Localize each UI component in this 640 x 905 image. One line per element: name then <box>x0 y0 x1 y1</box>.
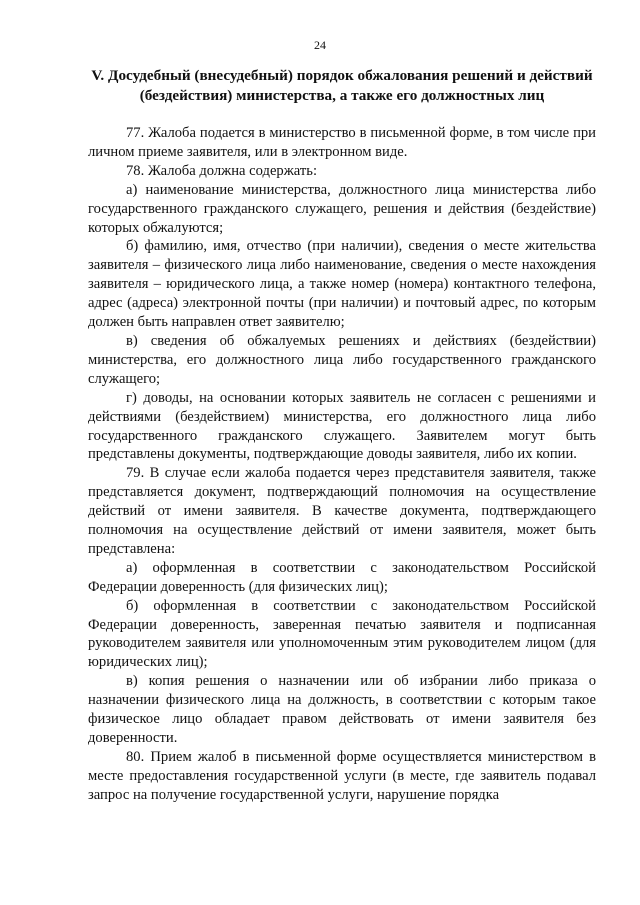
paragraph: а) оформленная в соответствии с законодательством Российской Федерации доверенность (для физических лиц); <box>88 559 596 595</box>
section-heading: V. Досудебный (внесудебный) порядок обжалования решений и действий (бездействия) министерства, а также его должностных лиц <box>91 67 593 104</box>
paragraph: в) сведения об обжалуемых решениях и действиях (бездействии) министерства, его должностного лица либо государственного гражданского служащего; <box>88 332 596 387</box>
paragraph: в) копия решения о назначении или об избрании либо приказа о назначении физического лица на должность, в соответствии с которым такое физическое лицо обладает правом действовать от имени заявителя без доверенности. <box>88 673 596 746</box>
paragraph: 80. Прием жалоб в письменной форме осуществляется министерством в месте предоставления государственной услуги (в месте, где заявитель подавал запрос на получение государственной услуги, нарушение порядка <box>88 748 596 803</box>
paragraph: г) доводы, на основании которых заявитель не согласен с решениями и действиями (бездействием) министерства, его должностного лица либо государственного гражданского служащего. Заявителем могут быть представлены документы, подтверждающие доводы заявителя, либо их копии. <box>88 389 596 463</box>
paragraph: б) фамилию, имя, отчество (при наличии), сведения о месте жительства заявителя – физического лица либо наименование, сведения о месте нахождения заявителя – юридического лица, а также номер (номера) контактного телефона, адрес (адреса) электронной почты (при наличии) и почтовый адрес, по которым должен быть направлен ответ заявителю; <box>88 238 596 331</box>
document-body <box>88 124 596 805</box>
paragraph: 77. Жалоба подается в министерство в письменной форме, в том числе при личном приеме заявителя, или в электронном виде. <box>88 125 596 160</box>
paragraph: 78. Жалоба должна содержать: <box>126 162 317 179</box>
paragraph: а) наименование министерства, должностного лица министерства либо государственного гражданского служащего, решения и действия (бездействие) которых обжалуются; <box>88 181 596 236</box>
paragraph: 79. В случае если жалоба подается через представителя заявителя, также представляется документ, подтверждающий полномочия на осуществление действий от имени заявителя. В качестве документа, подтверждающего полномочия на осуществление действий от имени заявителя, может быть представлена: <box>88 465 596 557</box>
page-number: 24 <box>314 38 326 52</box>
paragraph: б) оформленная в соответствии с законодательством Российской Федерации доверенность, заверенная печатью заявителя и подписанная руководителем заявителя или уполномоченным этим руководителем лицом (для юридических лиц); <box>88 597 596 671</box>
